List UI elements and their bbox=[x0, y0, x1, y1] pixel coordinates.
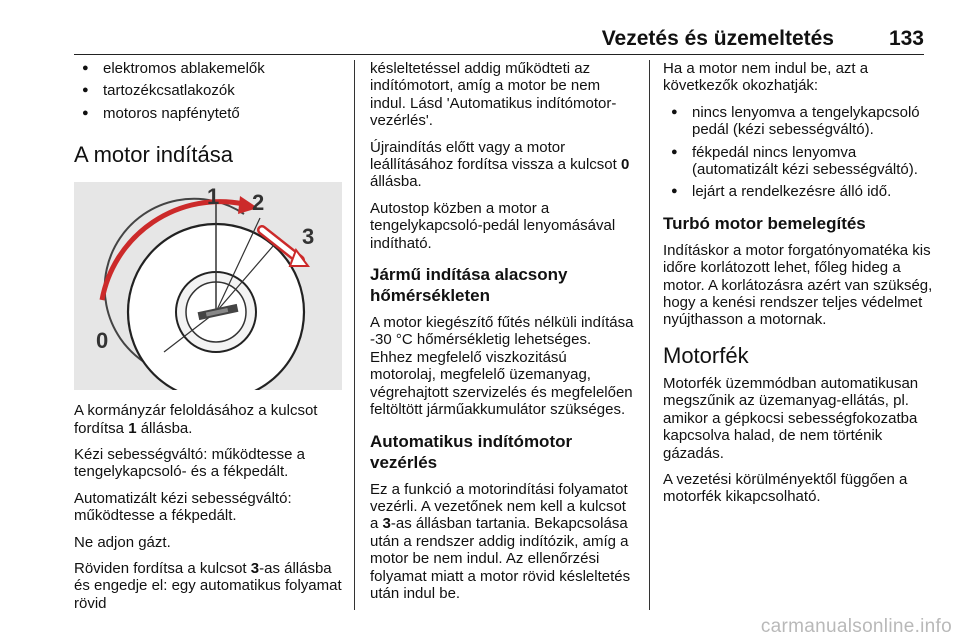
paragraph: Indításkor a motor forgatónyomatéka kis időre korlátozott lehet, főleg hideg a motor. A korlátozásra azért van szükség, hogy a kenési rendszer teljes védelmet nyújthasson a motornak. bbox=[663, 241, 933, 329]
column-1 bbox=[74, 60, 342, 621]
ignition-switch-diagram bbox=[74, 182, 342, 390]
position-label-0: 0 bbox=[96, 328, 109, 354]
paragraph: Motorfék üzemmódban automatikusan megszűnik az üzemanyag-ellátás, pl. amikor a gépkocsi sebességfokozatba kapcsolva halad, de nem történik gázadás. bbox=[663, 374, 919, 462]
list-item: ● tartozékcsatlakozók bbox=[74, 82, 342, 99]
column-divider bbox=[354, 60, 355, 610]
list-item: ● nincs lenyomva a tengelykapcsoló pedál (kézi sebességváltó). bbox=[663, 104, 933, 139]
paragraph: A motor kiegészítő fűtés nélküli indítása -30 °C hőmérsékletig lehetséges. Ehhez megfelelő viszkozitású motorolaj, megfelelő üzemanyag, végrehajtott szervizelés és megfelelően feltöltött járműakkumulátor szükséges. bbox=[370, 314, 634, 419]
list-item: ● motoros napfénytető bbox=[74, 105, 342, 122]
subheading: Automatikus indítómotor vezérlés bbox=[370, 431, 573, 472]
position-label-3: 3 bbox=[302, 224, 315, 250]
feature-list bbox=[74, 60, 342, 122]
position-label-2: 2 bbox=[252, 190, 265, 216]
paragraph: Automatizált kézi sebességváltó: működtesse a fékpedált. bbox=[74, 489, 292, 525]
list-item: ● fékpedál nincs lenyomva (automatizált kézi sebességváltó). bbox=[663, 144, 933, 179]
position-label-1: 1 bbox=[207, 184, 220, 210]
paragraph: Kézi sebességváltó: működtesse a tengelykapcsoló- és a fékpedált. bbox=[74, 446, 305, 481]
cause-list bbox=[663, 104, 933, 201]
section-title: Vezetés és üzemeltetés bbox=[601, 27, 834, 50]
page-header bbox=[74, 22, 924, 55]
watermark: carmanualsonline.info bbox=[760, 616, 952, 637]
paragraph: Újraindítás előtt vagy a motor leállításához fordítsa vissza a kulcsot 0 állásba. bbox=[370, 138, 630, 191]
column-3 bbox=[663, 60, 933, 515]
paragraph: Autostop közben a motor a tengelykapcsoló-pedál lenyomásával indítható. bbox=[370, 199, 616, 252]
subheading: Jármű indítása alacsony hőmérsékleten bbox=[370, 265, 568, 306]
section-heading: A motor indítása bbox=[74, 142, 233, 168]
paragraph: Ne adjon gázt. bbox=[74, 533, 171, 551]
paragraph: A kormányzár feloldásához a kulcsot fordítsa 1 állásba. bbox=[74, 402, 318, 437]
paragraph: késleltetéssel addig működteti az indítómotort, amíg a motor be nem indul. Lásd 'Automatikus indítómotor-vezérlés'. bbox=[370, 60, 617, 130]
list-item: ● lejárt a rendelkezésre álló idő. bbox=[663, 183, 933, 200]
column-divider bbox=[649, 60, 650, 610]
section-heading: Motorfék bbox=[663, 342, 749, 368]
ignition-figure bbox=[74, 182, 342, 390]
paragraph: Röviden fordítsa a kulcsot 3-as állásba és engedje el: egy automatikus folyamat rövid bbox=[74, 560, 342, 612]
page-number: 133 bbox=[888, 27, 924, 50]
column-2 bbox=[370, 60, 636, 611]
paragraph: A vezetési körülményektől függően a motorfék kikapcsolható. bbox=[663, 470, 908, 506]
subheading: Turbó motor bemelegítés bbox=[663, 213, 866, 233]
paragraph: Ha a motor nem indul be, azt a következők okozhatják: bbox=[663, 60, 869, 95]
paragraph: Ez a funkció a motorindítási folyamatot vezérli. A vezetőnek nem kell a kulcsot a 3-as állásban tartania. Bekapcsolása után a rendszer addig indítózik, amíg a motor be nem indul. Az ellenőrzési folyamat miatt a motor rövid késleltetés után indul be. bbox=[370, 480, 631, 602]
list-item: ● elektromos ablakemelők bbox=[74, 60, 342, 77]
